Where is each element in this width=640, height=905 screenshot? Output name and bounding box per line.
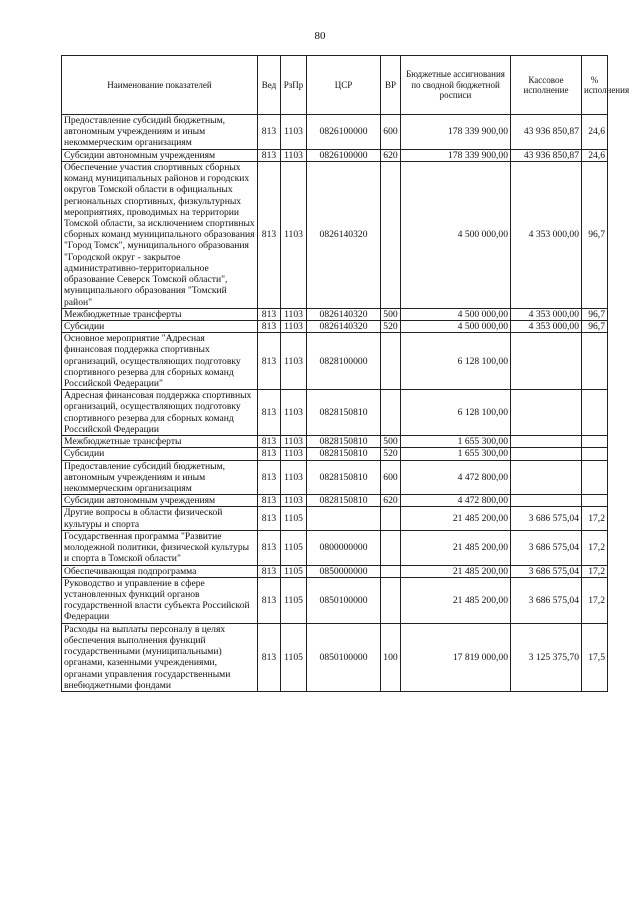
- cell-executed: 4 353 000,00: [511, 308, 582, 320]
- cell-planned: 178 339 900,00: [401, 115, 511, 150]
- cell-executed: 43 936 850,87: [511, 149, 582, 161]
- cell-csr: 0826140320: [307, 320, 381, 332]
- cell-executed: 3 686 575,04: [511, 577, 582, 623]
- cell-rzpr: 1103: [281, 308, 307, 320]
- cell-planned: 1 655 300,00: [401, 448, 511, 460]
- cell-ved: 813: [258, 115, 281, 150]
- cell-csr: 0850100000: [307, 577, 381, 623]
- cell-vr: [381, 161, 401, 308]
- table-row: [62, 565, 608, 577]
- cell-rzpr: 1105: [281, 565, 307, 577]
- cell-vr: [381, 390, 401, 436]
- cell-planned: 178 339 900,00: [401, 149, 511, 161]
- cell-ved: 813: [258, 577, 281, 623]
- cell-csr: 0828150810: [307, 495, 381, 507]
- cell-name: Руководство и управление в сфере установленных функций органов государственной власти субъекта Российской Федерации: [62, 577, 258, 623]
- cell-rzpr: 1105: [281, 577, 307, 623]
- cell-percent: 96,7: [582, 308, 608, 320]
- header-percent: % исполнения: [582, 56, 608, 115]
- cell-percent: [582, 448, 608, 460]
- cell-planned: 1 655 300,00: [401, 436, 511, 448]
- cell-percent: 24,6: [582, 115, 608, 150]
- cell-ved: 813: [258, 149, 281, 161]
- cell-name: Обеспечивающая подпрограмма: [62, 565, 258, 577]
- cell-rzpr: 1105: [281, 623, 307, 691]
- cell-rzpr: 1105: [281, 530, 307, 565]
- cell-name: Межбюджетные трансферты: [62, 308, 258, 320]
- cell-percent: [582, 333, 608, 390]
- cell-vr: 520: [381, 320, 401, 332]
- cell-percent: [582, 495, 608, 507]
- cell-rzpr: 1103: [281, 390, 307, 436]
- cell-executed: 43 936 850,87: [511, 115, 582, 150]
- table-row: [62, 495, 608, 507]
- cell-planned: 4 500 000,00: [401, 320, 511, 332]
- page-number: 80: [314, 30, 326, 42]
- table-header-row: [62, 56, 608, 115]
- cell-rzpr: 1103: [281, 161, 307, 308]
- cell-executed: [511, 436, 582, 448]
- cell-name: Предоставление субсидий бюджетным, автономным учреждениям и иным некоммерческим организациям: [62, 460, 258, 495]
- cell-executed: [511, 460, 582, 495]
- table-body: [62, 115, 608, 692]
- cell-planned: 4 472 800,00: [401, 495, 511, 507]
- table-row: [62, 390, 608, 436]
- table-row: [62, 577, 608, 623]
- cell-percent: 17,2: [582, 507, 608, 530]
- cell-percent: [582, 390, 608, 436]
- cell-name: Субсидии автономным учреждениям: [62, 149, 258, 161]
- cell-executed: [511, 448, 582, 460]
- cell-vr: [381, 577, 401, 623]
- cell-vr: [381, 565, 401, 577]
- header-ved: Вед: [258, 56, 281, 115]
- cell-executed: 3 125 375,70: [511, 623, 582, 691]
- table-row: [62, 623, 608, 691]
- cell-rzpr: 1103: [281, 115, 307, 150]
- cell-vr: 600: [381, 460, 401, 495]
- header-name: Наименование показателей: [62, 56, 258, 115]
- cell-vr: 500: [381, 436, 401, 448]
- cell-percent: [582, 436, 608, 448]
- cell-ved: 813: [258, 460, 281, 495]
- cell-planned: 6 128 100,00: [401, 390, 511, 436]
- cell-rzpr: 1103: [281, 333, 307, 390]
- header-executed: Кассовое исполнение: [511, 56, 582, 115]
- table-row: [62, 161, 608, 308]
- cell-ved: 813: [258, 623, 281, 691]
- table-row: [62, 308, 608, 320]
- cell-planned: 21 485 200,00: [401, 565, 511, 577]
- cell-percent: [582, 460, 608, 495]
- cell-rzpr: 1103: [281, 436, 307, 448]
- cell-rzpr: 1103: [281, 448, 307, 460]
- cell-name: Расходы на выплаты персоналу в целях обеспечения выполнения функций государственными (муниципальными) органами, казенными учреждениями, органами управления государственными внебюджетными фондами: [62, 623, 258, 691]
- cell-name: Предоставление субсидий бюджетным, автономным учреждениям и иным некоммерческим организациям: [62, 115, 258, 150]
- cell-csr: 0800000000: [307, 530, 381, 565]
- cell-percent: 17,2: [582, 577, 608, 623]
- cell-ved: 813: [258, 320, 281, 332]
- cell-vr: 520: [381, 448, 401, 460]
- cell-planned: 21 485 200,00: [401, 507, 511, 530]
- cell-vr: [381, 333, 401, 390]
- cell-executed: 3 686 575,04: [511, 507, 582, 530]
- cell-planned: 4 500 000,00: [401, 161, 511, 308]
- cell-planned: 21 485 200,00: [401, 577, 511, 623]
- cell-csr: 0828150810: [307, 390, 381, 436]
- cell-executed: 4 353 000,00: [511, 161, 582, 308]
- cell-csr: 0828100000: [307, 333, 381, 390]
- header-planned: Бюджетные ассигнования по сводной бюджетной росписи: [401, 56, 511, 115]
- cell-name: Субсидии автономным учреждениям: [62, 495, 258, 507]
- table-row: [62, 448, 608, 460]
- cell-name: Субсидии: [62, 448, 258, 460]
- cell-planned: 4 500 000,00: [401, 308, 511, 320]
- cell-percent: 24,6: [582, 149, 608, 161]
- cell-csr: 0826140320: [307, 161, 381, 308]
- cell-planned: 21 485 200,00: [401, 530, 511, 565]
- cell-ved: 813: [258, 436, 281, 448]
- cell-planned: 6 128 100,00: [401, 333, 511, 390]
- cell-rzpr: 1103: [281, 460, 307, 495]
- table-row: [62, 436, 608, 448]
- cell-name: Межбюджетные трансферты: [62, 436, 258, 448]
- table-row: [62, 460, 608, 495]
- cell-csr: 0828150810: [307, 436, 381, 448]
- header-vr: ВР: [381, 56, 401, 115]
- cell-vr: 500: [381, 308, 401, 320]
- table-row: [62, 530, 608, 565]
- cell-vr: [381, 507, 401, 530]
- cell-csr: [307, 507, 381, 530]
- header-rzpr: РзПр: [281, 56, 307, 115]
- cell-name: Субсидии: [62, 320, 258, 332]
- cell-executed: 3 686 575,04: [511, 565, 582, 577]
- cell-ved: 813: [258, 507, 281, 530]
- cell-name: Другие вопросы в области физической культуры и спорта: [62, 507, 258, 530]
- cell-executed: [511, 495, 582, 507]
- cell-csr: 0826140320: [307, 308, 381, 320]
- cell-rzpr: 1105: [281, 507, 307, 530]
- cell-executed: [511, 333, 582, 390]
- cell-csr: 0826100000: [307, 149, 381, 161]
- cell-vr: 100: [381, 623, 401, 691]
- cell-percent: 96,7: [582, 320, 608, 332]
- cell-csr: 0850100000: [307, 623, 381, 691]
- cell-ved: 813: [258, 390, 281, 436]
- cell-ved: 813: [258, 333, 281, 390]
- cell-csr: 0826100000: [307, 115, 381, 150]
- table-row: [62, 149, 608, 161]
- cell-rzpr: 1103: [281, 149, 307, 161]
- cell-rzpr: 1103: [281, 320, 307, 332]
- header-csr: ЦСР: [307, 56, 381, 115]
- cell-ved: 813: [258, 308, 281, 320]
- cell-csr: 0850000000: [307, 565, 381, 577]
- cell-executed: 3 686 575,04: [511, 530, 582, 565]
- table-row: [62, 333, 608, 390]
- table-row: [62, 320, 608, 332]
- cell-executed: [511, 390, 582, 436]
- cell-ved: 813: [258, 161, 281, 308]
- cell-percent: 17,5: [582, 623, 608, 691]
- cell-name: Основное мероприятие "Адресная финансовая поддержка спортивных организаций, осуществляющих подготовку спортивного резерва для сборных команд Российской Федерации": [62, 333, 258, 390]
- cell-executed: 4 353 000,00: [511, 320, 582, 332]
- cell-ved: 813: [258, 495, 281, 507]
- cell-vr: 600: [381, 115, 401, 150]
- cell-name: Обеспечение участия спортивных сборных команд муниципальных районов и городских округов Томской области в официальных региональных спортивных, физкультурных мероприятиях, проводимых на территории Томской области, за исключением спортивных сборных команд муниципального образования "Город Томск", муниципального образования "Городской округ - закрытое административно-территориальное образование Северск Томской области", муниципального образования "Томский район": [62, 161, 258, 308]
- cell-ved: 813: [258, 565, 281, 577]
- cell-ved: 813: [258, 530, 281, 565]
- table-row: [62, 507, 608, 530]
- cell-percent: 17,2: [582, 565, 608, 577]
- table-row: [62, 115, 608, 150]
- cell-csr: 0828150810: [307, 448, 381, 460]
- cell-planned: 17 819 000,00: [401, 623, 511, 691]
- cell-rzpr: 1103: [281, 495, 307, 507]
- cell-vr: [381, 530, 401, 565]
- cell-ved: 813: [258, 448, 281, 460]
- cell-name: Государственная программа "Развитие молодежной политики, физической культуры и спорта в Томской области": [62, 530, 258, 565]
- budget-table: [61, 55, 630, 692]
- cell-vr: 620: [381, 149, 401, 161]
- cell-name: Адресная финансовая поддержка спортивных организаций, осуществляющих подготовку спортивного резерва для сборных команд Российской Федерации: [62, 390, 258, 436]
- cell-vr: 620: [381, 495, 401, 507]
- cell-percent: 17,2: [582, 530, 608, 565]
- cell-planned: 4 472 800,00: [401, 460, 511, 495]
- cell-csr: 0828150810: [307, 460, 381, 495]
- cell-percent: 96,7: [582, 161, 608, 308]
